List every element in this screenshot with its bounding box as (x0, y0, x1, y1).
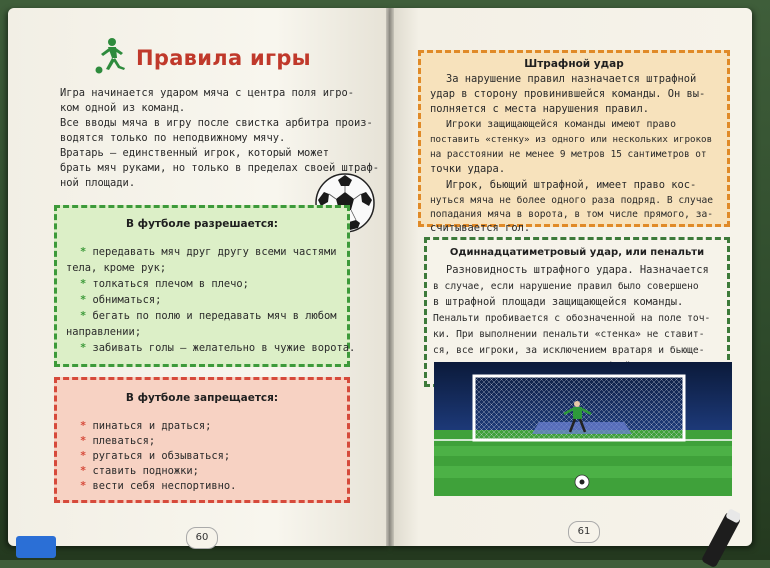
star-bullet: * (80, 450, 87, 462)
free-kick-line: полняется с места нарушения правил. (430, 103, 649, 115)
allowed-item (80, 293, 161, 308)
penalty-line: ки. При выполнении пенальти «стенка» не ставит- (433, 329, 705, 340)
forbidden-item-text: ругаться и обзываться; (86, 450, 231, 462)
intro-line: брать мяч руками, но только в пределах своей штраф- (60, 162, 380, 174)
free-kick-line: За нарушение правил назначается штрафной (446, 73, 697, 85)
allowed-item-text: забивать голы — желательно в чужие ворота. (86, 342, 356, 354)
allowed-item-text: передавать мяч друг другу всеми частями (86, 246, 337, 258)
page-number-left: 60 (186, 527, 218, 549)
page-title: Правила игры (136, 46, 311, 70)
blue-clip (16, 536, 56, 558)
page-number-right: 61 (568, 521, 600, 543)
free-kick-line: точки удара. (430, 163, 506, 175)
intro-line: водятся только по неподвижному мячу. (60, 132, 286, 144)
free-kick-heading: Штрафной удар (524, 58, 624, 70)
penalty-heading: Одиннадцатиметровый удар, или пенальти (449, 247, 705, 258)
forbidden-item-text: пинаться и драться; (86, 420, 212, 432)
star-bullet: * (80, 294, 87, 306)
penalty-line: ся, все игроки, за исключением вратаря и бьюще- (433, 345, 705, 356)
allowed-item (66, 261, 166, 276)
intro-line: ком одной из команд. (60, 102, 186, 114)
intro-line: ной площади. (60, 177, 136, 189)
free-kick-line: Игроки защищающейся команды имеют право (446, 119, 677, 130)
forbidden-item (80, 434, 155, 449)
allowed-item (80, 245, 337, 260)
allowed-item (80, 341, 355, 356)
book-spine (386, 8, 394, 546)
intro-line: Вратарь — единственный игрок, который может (60, 147, 329, 159)
penalty-photo (434, 362, 732, 496)
forbidden-heading: В футболе запрещается: (125, 392, 279, 404)
free-kick-line: удар в сторону провинившейся команды. Он вы- (430, 88, 706, 100)
penalty-line: в случае, если нарушение правил было совершено (433, 281, 699, 292)
star-bullet: * (80, 420, 87, 432)
allowed-item-text: тела, кроме рук; (66, 262, 167, 274)
free-kick-line: считывается гол. (430, 222, 531, 234)
allowed-item-text: направлении; (66, 326, 142, 338)
star-bullet: * (80, 310, 87, 322)
forbidden-item-text: ставить подножки; (86, 465, 199, 477)
allowed-item-text: бегать по полю и передавать мяч в любом (86, 310, 337, 322)
forbidden-item-text: вести себя неспортивно. (86, 480, 237, 492)
star-bullet: * (80, 465, 87, 477)
star-bullet: * (80, 278, 87, 290)
free-kick-line: Игрок, бьющий штрафной, имеет право кос- (446, 179, 697, 191)
intro-line: Все вводы мяча в игру после свистка арбитра произ- (60, 117, 373, 129)
star-bullet: * (80, 342, 87, 354)
forbidden-item (80, 419, 211, 434)
free-kick-line: попадания мяча в ворота, в том числе прямого, за- (430, 209, 714, 220)
penalty-line: Разновидность штрафного удара. Назначается (446, 264, 709, 276)
free-kick-line: поставить «стенку» из одного или нескольких игроков (430, 134, 713, 145)
intro-line: Игра начинается ударом мяча с центра поля игро- (60, 87, 355, 99)
penalty-line: в штрафной площади защищающейся команды. (433, 296, 684, 308)
allowed-heading: В футболе разрешается: (126, 218, 278, 230)
allowed-item (66, 325, 141, 340)
allowed-item-text: толкаться плечом в плечо; (86, 278, 249, 290)
allowed-item (80, 277, 249, 292)
forbidden-item (80, 479, 236, 494)
football-player-icon (90, 36, 130, 76)
star-bullet: * (80, 435, 87, 447)
penalty-line: Пенальти пробивается с обозначенной на поле точ- (433, 313, 711, 324)
star-bullet: * (80, 246, 87, 258)
forbidden-item (80, 449, 230, 464)
marker-pen (700, 508, 740, 568)
free-kick-line: на расстоянии не менее 9 метров 15 сантиметров от (430, 149, 707, 160)
allowed-item (80, 309, 337, 324)
star-bullet: * (80, 480, 87, 492)
allowed-item-text: обниматься; (86, 294, 162, 306)
forbidden-item-text: плеваться; (86, 435, 156, 447)
free-kick-line: нуться мяча не более одного раза подряд. В случае (430, 195, 714, 206)
forbidden-item (80, 464, 199, 479)
